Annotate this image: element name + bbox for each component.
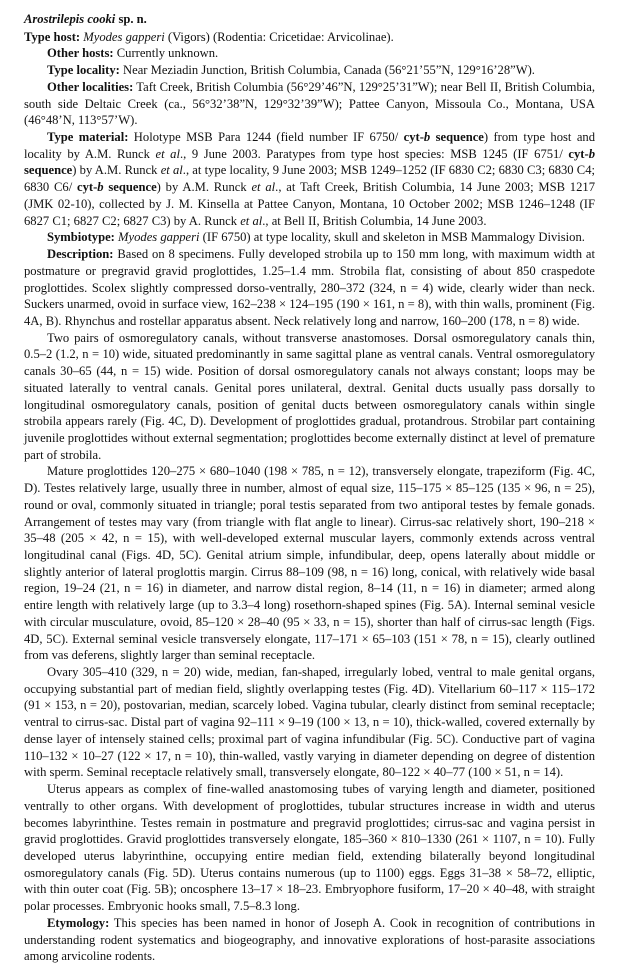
- cyt-b-italic: b: [97, 180, 104, 195]
- other-localities-text: Taft Creek, British Columbia (56°29’46”N, 129°25’31”W); near Bell II, British Columbia, south side Deltaic Creek (ca., 56°32’38”N, 129°32’39”W); Pattee Canyon, Missoula Co., Montana, USA (46°48’N, 113°57’W).: [24, 79, 595, 128]
- cyt-b-suffix: sequence: [430, 130, 484, 145]
- type-host-label: Type host:: [24, 29, 81, 44]
- etymology-section: [24, 915, 595, 965]
- type-material-text: ., at type locality, 9 June 2003; MSB 1249–1252 (IF 6830 C2; 6830 C3; 6830 C4; 6830 C6/: [24, 163, 595, 195]
- other-hosts-text: Currently unknown.: [113, 46, 219, 61]
- cyt-b-italic: b: [588, 146, 595, 161]
- other-hosts-section: [24, 45, 595, 62]
- etymology-text: This species has been named in honor of Joseph A. Cook in recognition of contributions in understanding rodent systematics and biogeography, and innovative explorations of host-parasite associations among arvicoline rodents.: [24, 915, 595, 964]
- symbiotype-section: [24, 229, 595, 246]
- type-material-text: ) from type host and locality by A.M. Runck: [24, 130, 596, 161]
- type-material-section: [24, 129, 595, 229]
- type-host-species: Myodes gapperi: [83, 29, 165, 44]
- et-al: et al: [155, 146, 180, 161]
- species-title: [24, 11, 595, 28]
- cyt-b-term: [77, 180, 157, 194]
- species-novelty-suffix: sp. n.: [115, 12, 147, 26]
- type-material-text: ., at Bell II, British Columbia, 14 June 2003.: [262, 213, 487, 228]
- type-host-text: (Vigors) (Rodentia: Cricetidae: Arvicolinae).: [164, 29, 394, 44]
- other-localities-label: Other localities:: [47, 79, 134, 94]
- cyt-b-suffix: sequence: [24, 163, 73, 178]
- cyt-b-prefix: cyt-: [568, 146, 589, 161]
- et-al: et al: [160, 163, 183, 178]
- type-locality-label: Type locality:: [47, 63, 120, 78]
- type-locality-section: [24, 62, 595, 79]
- species-name: Arostrilepis cooki: [24, 12, 116, 26]
- type-host-section: [24, 29, 595, 46]
- type-material-text: Holotype MSB Para 1244 (field number IF 6750/: [128, 130, 404, 145]
- cyt-b-suffix: sequence: [103, 180, 157, 195]
- et-al: et al: [240, 213, 263, 228]
- description-text: Based on 8 specimens. Fully developed strobila up to 150 mm long, with maximum width at postmature or pregravid gravid proglottides, 1.25–1.4 mm. Strobila flat, consisting of about 850 craspedote proglottides. Scolex slightly compressed dorso-ventrally, 280–372 (324, n = 4) wide, clearly wider than neck. Suckers unarmed, ovoid in surface view, 162–238 × 124–195 (190 × 161, n = 8), with thin walls, prominent (Fig. 4A, B). Rhynchus and rostellar apparatus absent. Neck relatively long and narrow, 160–200 (178, n = 8) wide.: [24, 247, 595, 328]
- cyt-b-prefix: cyt-: [403, 130, 424, 145]
- etymology-label: Etymology:: [47, 915, 110, 930]
- type-material-text: ) by A.M. Runck: [156, 180, 252, 195]
- symbiotype-label: Symbiotype:: [47, 230, 115, 245]
- species-description-page: [24, 11, 595, 965]
- ovary-paragraph: Ovary 305–410 (329, n = 20) wide, median, fan-shaped, irregularly lobed, ventral to male genital organs, occupying substantial part of median field, slightly overlapping testes (Fig. 4D). Vitellarium 60–117 × 115–172 (91 × 153, n = 20), postovarian, median, scarcely lobed. Vagina tubular, clearly distinct from seminal receptacle; ventral to cirrus-sac. Distal part of vagina 92–111 × 9–19 (100 × 13, n = 10), thick-walled, covered externally by dense layer of intensely stained cells; proximal part of vagina infundibular (Fig. 5C). Conductive part of vagina 110–132 × 10–27 (122 × 17, n = 10), thin-walled, vastly varying in diameter depending on degree of distention with sperm. Seminal receptacle relatively small, transversely elongate, 80–122 × 40–77 (100 × 51, n = 14).: [24, 665, 595, 780]
- type-material-text: ., 9 June 2003. Paratypes from type host species: MSB 1245 (IF 6751/: [179, 146, 569, 161]
- cyt-b-prefix: cyt-: [77, 180, 98, 195]
- symbiotype-species: Myodes gapperi: [118, 230, 200, 245]
- other-hosts-label: Other hosts:: [47, 46, 114, 61]
- uterus-paragraph: Uterus appears as complex of fine-walled anastomosing tubes of varying length and diameter, positioned ventrally to other organs. With development of proglottides, tubular structures increase in width and uterus becomes labyrinthine. Testes remain in postmature and pregravid proglottides; cirrus-sac and vagina persist in gravid proglottides. Gravid proglottides transversely elongate, 185–360 × 810–1330 (261 × 1107, n = 10). Fully developed uterus labyrinthine, occupying entire median field, extending bilaterally beyond longitudinal osmoregulatory canals (Fig. 5D). Uterus contains numerous (up to 1100) eggs. Eggs 31–38 × 58–72, elliptic, with thin outer coat (Fig. 5B); oncosphere 13–17 × 18–23. Embryophore fusiform, 17–20 × 40–48, with straight polar processes. Embryonic hooks small, 7.5–8.3 long.: [24, 782, 595, 914]
- cyt-b-italic: b: [423, 130, 431, 145]
- description-section: [24, 246, 595, 330]
- type-material-label: Type material:: [47, 130, 129, 145]
- type-locality-text: Near Meziadin Junction, British Columbia, Canada (56°21’55”N, 129°16’28”W).: [119, 63, 535, 78]
- type-material-text: ) by A.M. Runck: [72, 163, 161, 178]
- mature-proglottides-paragraph: Mature proglottides 120–275 × 680–1040 (198 × 785, n = 12), transversely elongate, trapeziform (Fig. 4C, D). Testes relatively large, usually three in number, almost of equal size, 115–175 × 85–125 (135 × 96, n = 25), round or oval, commonly situated in triangle; poral testis separated from two antiporal testes by female gonads. Arrangement of testes may vary (from triangle with flat angle to linear). Cirrus-sac relatively short, 190–218 × 35–48 (205 × 42, n = 15), with well-developed external muscular layers, commonly extends across ventral longitudinal canal (Figs. 4D, 5C). Genital atrium simple, infundibular, deep, opens laterally about middle or slightly anterior of lateral proglottis margin. Cirrus 88–109 (98, n = 16) long, conical, with relatively wide basal region, 19–24 (21, n = 16) in diameter, and narrow distal region, 8–14 (11, n = 16) in diameter; armed along entire length with relatively large (up to 3.3–4 long) rosethorn-shaped spines (Fig. 5A). Internal seminal vesicle with circular musculature, ovoid, 85–120 × 28–40 (95 × 33, n = 15), shorter than half of cirrus-sac length (Figs. 4D, 5C). External seminal vesicle transversely elongate, 117–171 × 65–103 (151 × 78, n = 15), clearly outlined from vas deferens, slightly larger than seminal receptacle.: [24, 464, 595, 663]
- et-al: et al: [251, 180, 276, 195]
- cyt-b-term: [404, 130, 484, 144]
- symbiotype-text: (IF 6750) at type locality, skull and skeleton in MSB Mammalogy Division.: [199, 230, 585, 245]
- description-label: Description:: [47, 247, 114, 262]
- osmoregulatory-paragraph: Two pairs of osmoregulatory canals, without transverse anastomoses. Dorsal osmoregulatory canals thin, 0.5–2 (1.2, n = 10) wide, situated predominantly in same sagittal plane as ventral canals. Ventral osmoregulatory canals 30–65 (44, n = 15) wide. Position of dorsal osmoregulatory canals not always constant; loops may be situated laterally to ventral canals. Genital pores unilateral, dextral. Genital ducts usually pass dorsally to longitudinal osmoregulatory canals, position of genital ducts between osmoregulatory canals within single strobila appears rarely (Fig. 4C, D). Development of proglottides gradual, protandrous. Strobilar part containing juvenile proglottides without external segmentation; proglottides become externally distinct at level of premature part of strobila.: [24, 330, 595, 462]
- other-localities-section: [24, 79, 595, 129]
- type-material-text: ., at Taft Creek, British Columbia, 14 June 2003; MSB 1217 (JMK 02-10), collected by J. M. Kinsella at Pattee Canyon, Montana, 10 October 2002; MSB 1246–1248 (IF 6827 C1; 6827 C2; 6827 C3) by A. Runck: [24, 180, 595, 228]
